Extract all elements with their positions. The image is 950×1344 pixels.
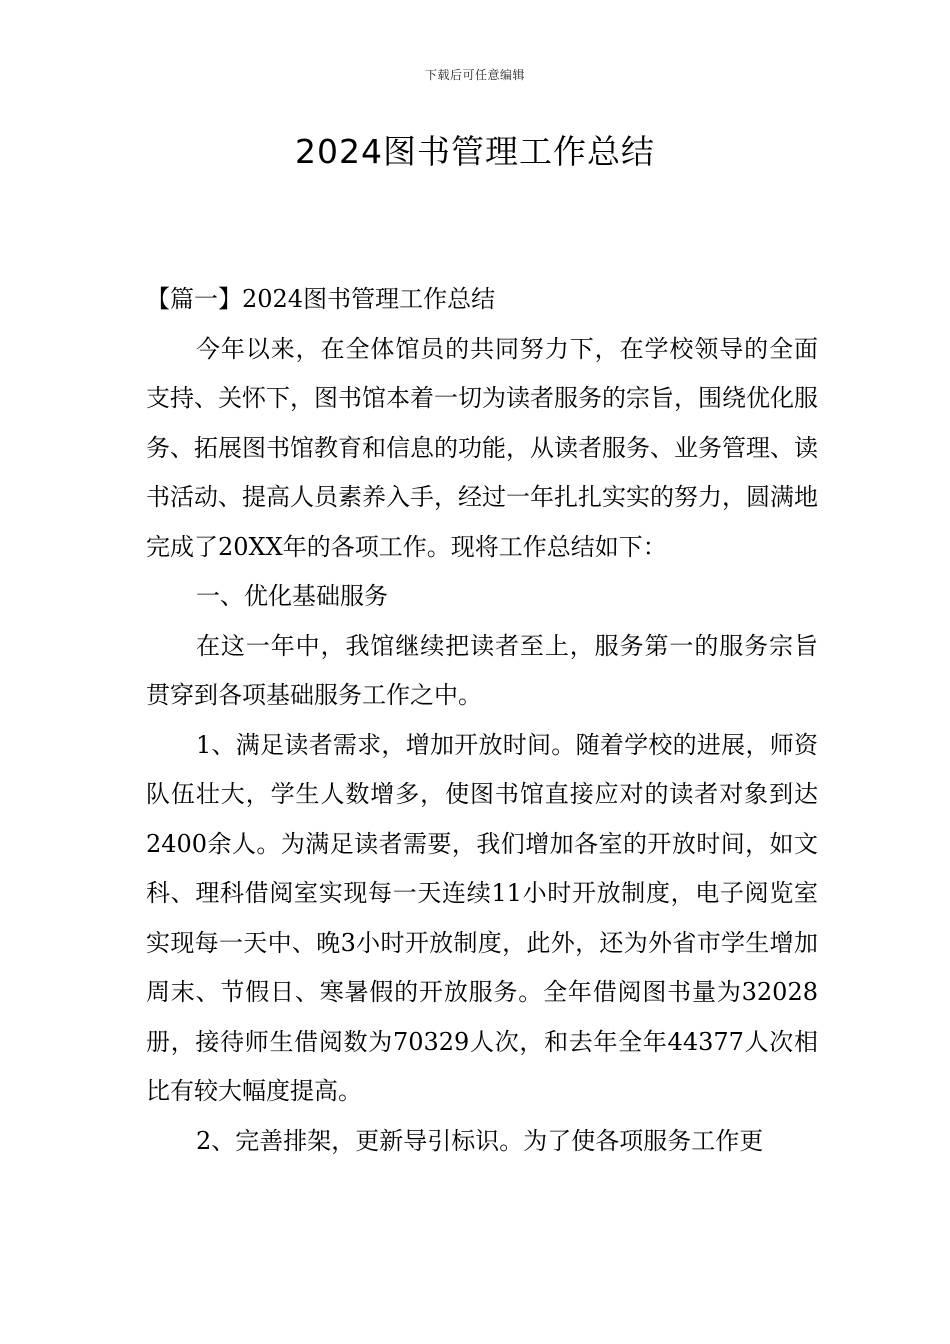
paragraph-intro: 今年以来，在全体馆员的共同努力下，在学校领导的全面支持、关怀下，图书馆本着一切为读者服务的宗旨，围绕优化服务、拓展图书馆教育和信息的功能，从读者服务、业务管理、读书活动、提高人员素养入手，经过一年扎扎实实的努力，圆满地完成了20XX年的各项工作。现将工作总结如下：: [146, 334, 818, 561]
paragraph-service-aim: 在这一年中，我馆继续把读者至上，服务第一的服务宗旨贯穿到各项基础服务工作之中。: [146, 631, 818, 709]
document-body: [146, 275, 818, 1166]
paragraph-item-1: 1、满足读者需求，增加开放时间。随着学校的进展，师资队伍壮大，学生人数增多，使图书馆直接应对的读者对象到达2400余人。为满足读者需要，我们增加各室的开放时间，如文科、理科借阅室实现每一天连续11小时开放制度，电子阅览室实现每一天中、晚3小时开放制度，此外，还为外省市学生增加周末、节假日、寒暑假的开放服务。全年借阅图书量为32028册，接待师生借阅数为70329人次，和去年全年44377人次相比有较大幅度提高。: [146, 730, 818, 1105]
paragraph-subheading-1: 一、优化基础服务: [196, 582, 388, 610]
header-note: 下载后可任意编辑: [424, 68, 525, 82]
section-heading: 【篇一】2024图书管理工作总结: [146, 285, 496, 313]
document-title: 2024图书管理工作总结: [295, 132, 655, 171]
paragraph-item-2: 2、完善排架，更新导引标识。为了使各项服务工作更: [196, 1126, 764, 1155]
